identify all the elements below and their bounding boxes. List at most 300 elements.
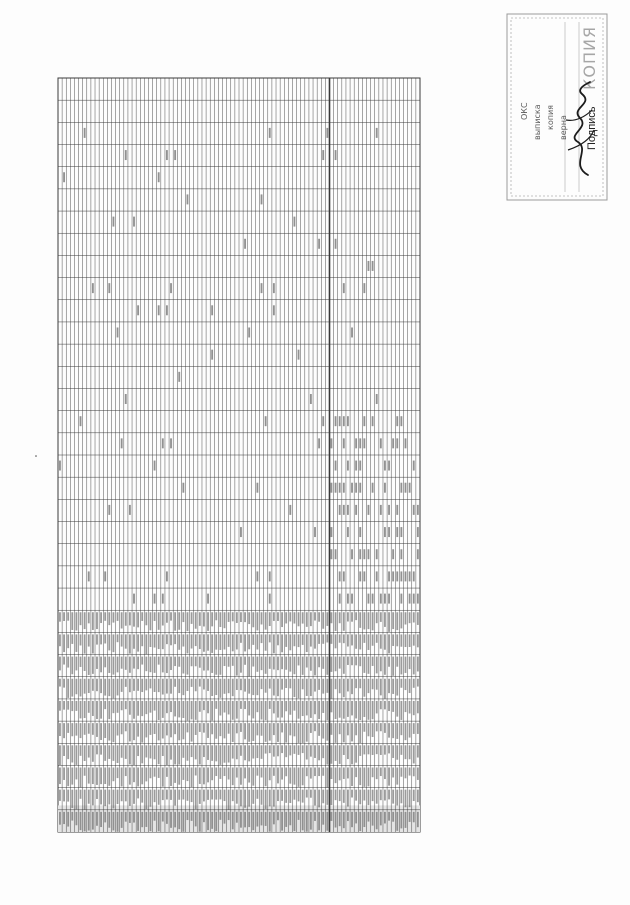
cell-text-mark — [84, 745, 86, 761]
cell-text-mark — [359, 723, 361, 743]
cell-text-mark — [351, 767, 353, 786]
cell-text-mark — [145, 634, 147, 654]
cell-text-mark — [75, 790, 77, 810]
cell-text-mark — [289, 612, 291, 621]
cell-text-mark — [207, 701, 209, 713]
cell-text-mark — [285, 723, 287, 742]
cell-text-mark — [392, 812, 394, 822]
cell-text-mark — [351, 634, 353, 645]
cell-text-mark — [261, 612, 263, 624]
cell-text-mark — [285, 745, 287, 757]
cell-text-mark — [63, 767, 65, 779]
cell-text-mark — [335, 701, 337, 719]
cell-text-mark — [207, 612, 209, 631]
cell-text-mark — [310, 679, 312, 696]
cell-text-mark — [355, 745, 357, 762]
cell-number-mark — [80, 416, 82, 426]
cell-number-mark — [265, 416, 267, 426]
stamp-large-text: КОПИЯ — [580, 25, 599, 90]
cell-text-mark — [380, 657, 382, 672]
cell-text-mark — [170, 723, 172, 737]
cell-text-mark — [75, 612, 77, 630]
cell-text-mark — [252, 679, 254, 695]
cell-text-mark — [174, 790, 176, 806]
cell-text-mark — [302, 679, 304, 690]
cell-text-mark — [256, 767, 258, 775]
cell-text-mark — [137, 701, 139, 716]
cell-text-mark — [289, 701, 291, 715]
cell-text-mark — [281, 634, 283, 652]
cell-number-mark — [289, 505, 291, 515]
cell-text-mark — [162, 612, 164, 625]
stamp-line-4: верна — [559, 115, 568, 140]
cell-text-mark — [380, 634, 382, 648]
cell-number-mark — [405, 438, 407, 448]
cell-number-mark — [117, 327, 119, 337]
cell-text-mark — [310, 723, 312, 733]
cell-text-mark — [248, 767, 250, 782]
cell-text-mark — [294, 612, 296, 623]
cell-text-mark — [252, 767, 254, 785]
cell-text-mark — [265, 634, 267, 650]
cell-text-mark — [396, 679, 398, 696]
cell-number-mark — [133, 594, 135, 604]
cell-number-mark — [368, 505, 370, 515]
cell-text-mark — [215, 657, 217, 675]
cell-text-mark — [298, 612, 300, 626]
cell-number-mark — [400, 571, 402, 581]
cell-text-mark — [236, 745, 238, 759]
cell-text-mark — [355, 723, 357, 735]
cell-text-mark — [170, 745, 172, 759]
cell-number-mark — [384, 461, 386, 471]
cell-text-mark — [281, 657, 283, 670]
cell-number-mark — [347, 505, 349, 515]
cell-text-mark — [150, 812, 152, 831]
cell-text-mark — [326, 657, 328, 675]
cell-text-mark — [191, 767, 193, 787]
cell-text-mark — [289, 745, 291, 755]
cell-text-mark — [359, 745, 361, 756]
cell-text-mark — [256, 657, 258, 672]
cell-text-mark — [191, 657, 193, 667]
cell-number-mark — [339, 505, 341, 515]
cell-text-mark — [306, 767, 308, 776]
cell-text-mark — [88, 634, 90, 646]
cell-text-mark — [347, 745, 349, 759]
cell-text-mark — [409, 679, 411, 693]
cell-text-mark — [104, 767, 106, 784]
cell-text-mark — [372, 790, 374, 801]
cell-text-mark — [388, 679, 390, 693]
cell-text-mark — [310, 790, 312, 798]
cell-text-mark — [150, 745, 152, 758]
cell-text-mark — [392, 745, 394, 758]
cell-text-mark — [269, 790, 271, 807]
cell-number-mark — [347, 461, 349, 471]
cell-text-mark — [343, 812, 345, 828]
cell-number-mark — [417, 505, 419, 515]
cell-text-mark — [224, 634, 226, 649]
cell-text-mark — [121, 657, 123, 669]
cell-text-mark — [137, 723, 139, 736]
cell-text-mark — [252, 723, 254, 741]
cell-text-mark — [306, 701, 308, 715]
cell-text-mark — [335, 790, 337, 801]
cell-text-mark — [343, 745, 345, 755]
cell-text-mark — [150, 657, 152, 673]
cell-text-mark — [310, 612, 312, 626]
cell-text-mark — [207, 679, 209, 691]
cell-number-mark — [125, 394, 127, 404]
cell-number-mark — [384, 527, 386, 537]
cell-text-mark — [71, 790, 73, 808]
cell-text-mark — [302, 634, 304, 644]
cell-text-mark — [215, 790, 217, 800]
cell-text-mark — [75, 701, 77, 711]
cell-text-mark — [269, 679, 271, 689]
cell-text-mark — [314, 790, 316, 806]
cell-text-mark — [121, 790, 123, 802]
cell-number-mark — [372, 483, 374, 493]
cell-text-mark — [380, 745, 382, 755]
cell-text-mark — [331, 679, 333, 699]
cell-text-mark — [322, 767, 324, 775]
cell-text-mark — [75, 679, 77, 694]
cell-number-mark — [400, 549, 402, 559]
cell-text-mark — [326, 612, 328, 626]
cell-text-mark — [182, 657, 184, 674]
cell-text-mark — [232, 657, 234, 666]
cell-text-mark — [409, 812, 411, 822]
cell-text-mark — [240, 723, 242, 732]
cell-text-mark — [228, 812, 230, 820]
cell-text-mark — [244, 701, 246, 709]
cell-number-mark — [368, 261, 370, 271]
cell-text-mark — [396, 790, 398, 806]
cell-text-mark — [289, 723, 291, 735]
cell-text-mark — [166, 634, 168, 644]
cell-number-mark — [351, 549, 353, 559]
cell-text-mark — [409, 723, 411, 737]
cell-text-mark — [326, 634, 328, 642]
cell-number-mark — [384, 483, 386, 493]
cell-text-mark — [232, 679, 234, 696]
cell-text-mark — [174, 723, 176, 734]
cell-text-mark — [203, 657, 205, 671]
cell-text-mark — [67, 701, 69, 710]
cell-number-mark — [339, 416, 341, 426]
cell-text-mark — [191, 679, 193, 687]
cell-text-mark — [96, 679, 98, 691]
cell-text-mark — [248, 701, 250, 716]
cell-text-mark — [113, 790, 115, 809]
cell-text-mark — [133, 634, 135, 648]
cell-text-mark — [96, 723, 98, 737]
cell-number-mark — [417, 527, 419, 537]
cell-text-mark — [104, 634, 106, 643]
cell-text-mark — [170, 657, 172, 670]
cell-number-mark — [388, 527, 390, 537]
cell-text-mark — [256, 723, 258, 735]
cell-text-mark — [368, 767, 370, 786]
cell-text-mark — [306, 745, 308, 759]
cell-number-mark — [59, 461, 61, 471]
cell-text-mark — [182, 634, 184, 646]
cell-text-mark — [314, 745, 316, 758]
cell-text-mark — [405, 679, 407, 690]
cell-text-mark — [281, 612, 283, 627]
scan-speck — [35, 455, 37, 457]
cell-text-mark — [273, 767, 275, 775]
cell-text-mark — [215, 679, 217, 695]
cell-text-mark — [244, 679, 246, 692]
cell-number-mark — [396, 527, 398, 537]
cell-text-mark — [310, 657, 312, 671]
cell-text-mark — [67, 790, 69, 802]
cell-text-mark — [326, 679, 328, 693]
cell-number-mark — [335, 549, 337, 559]
cell-text-mark — [302, 701, 304, 716]
cell-text-mark — [67, 812, 69, 827]
cell-text-mark — [137, 679, 139, 691]
cell-text-mark — [405, 767, 407, 778]
cell-text-mark — [92, 634, 94, 653]
cell-text-mark — [285, 701, 287, 711]
cell-text-mark — [413, 790, 415, 801]
cell-text-mark — [228, 612, 230, 622]
cell-text-mark — [347, 812, 349, 821]
cell-text-mark — [343, 767, 345, 778]
cell-number-mark — [207, 594, 209, 604]
cell-text-mark — [343, 634, 345, 643]
cell-text-mark — [59, 745, 61, 765]
cell-text-mark — [347, 679, 349, 692]
cell-text-mark — [232, 790, 234, 801]
cell-text-mark — [343, 679, 345, 697]
cell-text-mark — [339, 657, 341, 669]
cell-number-mark — [400, 527, 402, 537]
cell-text-mark — [400, 679, 402, 688]
cell-text-mark — [113, 679, 115, 699]
cell-text-mark — [150, 679, 152, 689]
cell-text-mark — [129, 657, 131, 673]
cell-text-mark — [203, 612, 205, 626]
cell-text-mark — [289, 767, 291, 783]
cell-text-mark — [368, 657, 370, 674]
cell-text-mark — [145, 723, 147, 737]
stamp-line-2: выписка — [533, 104, 542, 140]
cell-text-mark — [92, 745, 94, 761]
cell-text-mark — [162, 767, 164, 786]
cell-text-mark — [248, 723, 250, 742]
cell-text-mark — [413, 767, 415, 776]
cell-text-mark — [417, 745, 419, 757]
cell-text-mark — [182, 745, 184, 758]
cell-text-mark — [236, 612, 238, 623]
cell-text-mark — [207, 634, 209, 650]
cell-text-mark — [211, 723, 213, 734]
cell-number-mark — [376, 549, 378, 559]
cell-text-mark — [150, 701, 152, 713]
cell-number-mark — [400, 416, 402, 426]
cell-text-mark — [199, 679, 201, 687]
cell-text-mark — [347, 657, 349, 665]
cell-text-mark — [108, 767, 110, 785]
cell-text-mark — [256, 634, 258, 649]
cell-text-mark — [195, 634, 197, 646]
cell-text-mark — [88, 723, 90, 734]
cell-number-mark — [372, 261, 374, 271]
cell-text-mark — [331, 812, 333, 821]
cell-text-mark — [372, 657, 374, 666]
cell-text-mark — [285, 767, 287, 776]
cell-text-mark — [359, 634, 361, 649]
cell-text-mark — [170, 701, 172, 712]
cell-text-mark — [211, 790, 213, 800]
cell-number-mark — [335, 483, 337, 493]
cell-text-mark — [121, 723, 123, 734]
cell-text-mark — [158, 812, 160, 831]
cell-text-mark — [80, 812, 82, 830]
cell-number-mark — [359, 571, 361, 581]
cell-text-mark — [232, 723, 234, 742]
cell-text-mark — [63, 679, 65, 688]
cell-text-mark — [405, 812, 407, 828]
cell-number-mark — [368, 594, 370, 604]
cell-text-mark — [409, 657, 411, 670]
cell-text-mark — [154, 723, 156, 734]
cell-number-mark — [137, 305, 139, 315]
cell-text-mark — [150, 634, 152, 647]
cell-text-mark — [158, 701, 160, 720]
cell-text-mark — [273, 679, 275, 696]
cell-text-mark — [224, 723, 226, 738]
cell-text-mark — [339, 723, 341, 734]
cell-text-mark — [219, 612, 221, 627]
cell-text-mark — [376, 634, 378, 642]
cell-text-mark — [71, 679, 73, 697]
cell-text-mark — [384, 745, 386, 754]
cell-text-mark — [331, 723, 333, 735]
cell-text-mark — [108, 657, 110, 673]
cell-number-mark — [343, 571, 345, 581]
cell-text-mark — [298, 657, 300, 666]
cell-text-mark — [388, 612, 390, 632]
cell-text-mark — [211, 634, 213, 653]
cell-text-mark — [75, 767, 77, 779]
cell-text-mark — [240, 612, 242, 622]
cell-text-mark — [294, 767, 296, 784]
cell-text-mark — [141, 679, 143, 692]
cell-text-mark — [199, 634, 201, 649]
cell-text-mark — [232, 701, 234, 720]
cell-number-mark — [273, 305, 275, 315]
cell-text-mark — [252, 634, 254, 644]
cell-number-mark — [355, 505, 357, 515]
cell-number-mark — [310, 394, 312, 404]
cell-text-mark — [347, 634, 349, 646]
cell-number-mark — [400, 483, 402, 493]
cell-text-mark — [108, 701, 110, 719]
cell-text-mark — [207, 767, 209, 782]
cell-text-mark — [368, 790, 370, 805]
cell-text-mark — [96, 657, 98, 669]
cell-text-mark — [368, 679, 370, 693]
cell-text-mark — [355, 612, 357, 620]
cell-text-mark — [187, 723, 189, 732]
cell-text-mark — [92, 790, 94, 806]
cell-text-mark — [244, 812, 246, 828]
cell-text-mark — [215, 612, 217, 620]
cell-text-mark — [80, 767, 82, 787]
cell-text-mark — [248, 790, 250, 807]
cell-text-mark — [265, 679, 267, 693]
cell-text-mark — [314, 634, 316, 648]
cell-text-mark — [331, 745, 333, 763]
cell-text-mark — [388, 634, 390, 653]
cell-text-mark — [256, 701, 258, 712]
cell-text-mark — [405, 790, 407, 808]
cell-text-mark — [63, 745, 65, 756]
cell-text-mark — [409, 767, 411, 775]
cell-text-mark — [339, 767, 341, 780]
cell-text-mark — [158, 767, 160, 777]
cell-text-mark — [240, 745, 242, 756]
cell-number-mark — [273, 283, 275, 293]
cell-text-mark — [318, 812, 320, 830]
cell-text-mark — [314, 812, 316, 821]
cell-text-mark — [113, 612, 115, 622]
cell-text-mark — [211, 745, 213, 761]
cell-text-mark — [396, 812, 398, 831]
cell-text-mark — [100, 679, 102, 693]
cell-text-mark — [376, 812, 378, 829]
cell-text-mark — [67, 657, 69, 668]
cell-text-mark — [195, 723, 197, 735]
cell-text-mark — [104, 790, 106, 806]
cell-text-mark — [289, 812, 291, 825]
cell-text-mark — [240, 679, 242, 690]
cell-text-mark — [285, 790, 287, 803]
cell-text-mark — [195, 767, 197, 775]
cell-text-mark — [228, 679, 230, 693]
cell-text-mark — [240, 701, 242, 709]
cell-text-mark — [248, 812, 250, 827]
cell-text-mark — [154, 679, 156, 692]
cell-text-mark — [129, 634, 131, 653]
cell-text-mark — [359, 812, 361, 831]
cell-text-mark — [376, 657, 378, 674]
cell-text-mark — [75, 812, 77, 825]
cell-text-mark — [322, 634, 324, 643]
cell-text-mark — [289, 679, 291, 689]
cell-text-mark — [84, 812, 86, 832]
cell-text-mark — [306, 723, 308, 742]
cell-text-mark — [417, 701, 419, 713]
cell-text-mark — [405, 745, 407, 759]
cell-number-mark — [355, 483, 357, 493]
cell-number-mark — [363, 571, 365, 581]
cell-number-mark — [331, 549, 333, 559]
cell-text-mark — [104, 679, 106, 696]
cell-text-mark — [158, 745, 160, 764]
cell-text-mark — [121, 701, 123, 710]
cell-text-mark — [92, 767, 94, 784]
cell-number-mark — [343, 283, 345, 293]
cell-text-mark — [150, 790, 152, 807]
cell-text-mark — [248, 679, 250, 694]
